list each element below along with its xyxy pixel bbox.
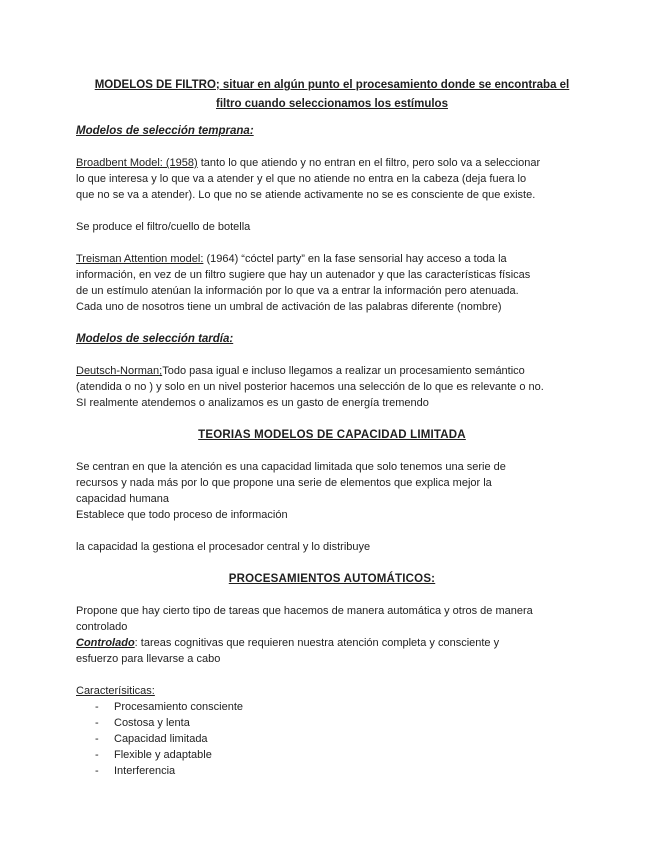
late-selection-heading: Modelos de selección tardía: (76, 333, 234, 345)
limited-capacity-paragraph: Se centran en que la atención es una capacidad limitada que solo tenemos una serie de recursos y nada más por lo que propone una serie de elementos que explica mejor la capacidad humana Establece que todo proceso de información (76, 461, 506, 521)
early-selection-heading: Modelos de selección temprana: (76, 125, 254, 137)
dash-bullet: - (95, 733, 99, 745)
dash-bullet: - (95, 749, 99, 761)
characteristics-list (76, 699, 588, 779)
characteristic-item (76, 699, 588, 715)
characteristic-item-label: Costosa y lenta (114, 717, 190, 729)
dash-bullet: - (95, 717, 99, 729)
characteristic-item-label: Flexible y adaptable (114, 749, 212, 761)
broadbent-paragraph (76, 155, 588, 203)
characteristics-heading (76, 683, 588, 699)
automatic-processing-heading: PROCESAMIENTOS AUTOMÁTICOS: (228, 573, 436, 585)
characteristics-heading-label: Caracterísiticas: (76, 685, 155, 697)
doc-title: MODELOS DE FILTRO; situar en algún punto el procesamiento donde se encontraba el filtro cuando seleccionamos los estímulos (94, 79, 570, 110)
deutsch-norman-paragraph (76, 363, 588, 411)
deutsch-norman-label: Deutsch-Norman; (76, 365, 163, 377)
broadbent-body: tanto lo que atiendo y no entran en el filtro, pero solo va a seleccionar lo que interesa y lo que va a atender y el que no atiende no entra en la cabeza (deja fuera lo que no se va a atender). Lo que no se atiende activamente no se es consciente de que existe. (76, 157, 541, 201)
characteristic-item (76, 747, 588, 763)
characteristic-item (76, 715, 588, 731)
broadbent-label: Broadbent Model: (1958) (76, 157, 198, 169)
characteristic-item (76, 763, 588, 779)
capacity-distribution-note: la capacidad la gestiona el procesador central y lo distribuye (76, 541, 371, 553)
dash-bullet: - (95, 765, 99, 777)
bottleneck-note: Se produce el filtro/cuello de botella (76, 221, 251, 233)
deutsch-norman-body: Todo pasa igual e incluso llegamos a realizar un procesamiento semántico (atendida o no ) y solo en un nivel posterior hacemos una selección de lo que es relevante o no. SI realmente atendemos o analizamos es un gasto de energía tremendo (76, 365, 544, 409)
limited-capacity-heading: TEORIAS MODELOS DE CAPACIDAD LIMITADA (198, 429, 466, 441)
controlado-label: Controlado (76, 637, 135, 649)
treisman-body: (1964) “cóctel party” en la fase sensorial hay acceso a toda la información, en vez de un filtro sugiere que hay un autenador y que las características físicas de un estímulo atenúan la información por lo que va a entrar la información pero atenuada. Cada uno de nosotros tiene un umbral de activación de las palabras diferente (nombre) (76, 253, 531, 313)
dash-bullet: - (95, 701, 99, 713)
automatic-processing-paragraph (76, 603, 588, 667)
treisman-label: Treisman Attention model: (76, 253, 204, 265)
characteristic-item-label: Capacidad limitada (114, 733, 208, 745)
characteristic-item (76, 731, 588, 747)
characteristic-item-label: Interferencia (114, 765, 176, 777)
treisman-paragraph (76, 251, 588, 315)
controlado-body: : tareas cognitivas que requieren nuestra atención completa y consciente y esfuerzo para llevarse a cabo (76, 637, 500, 665)
characteristic-item-label: Procesamiento consciente (114, 701, 244, 713)
automatic-processing-intro: Propone que hay cierto tipo de tareas que hacemos de manera automática y otros de manera controlado (76, 605, 533, 633)
